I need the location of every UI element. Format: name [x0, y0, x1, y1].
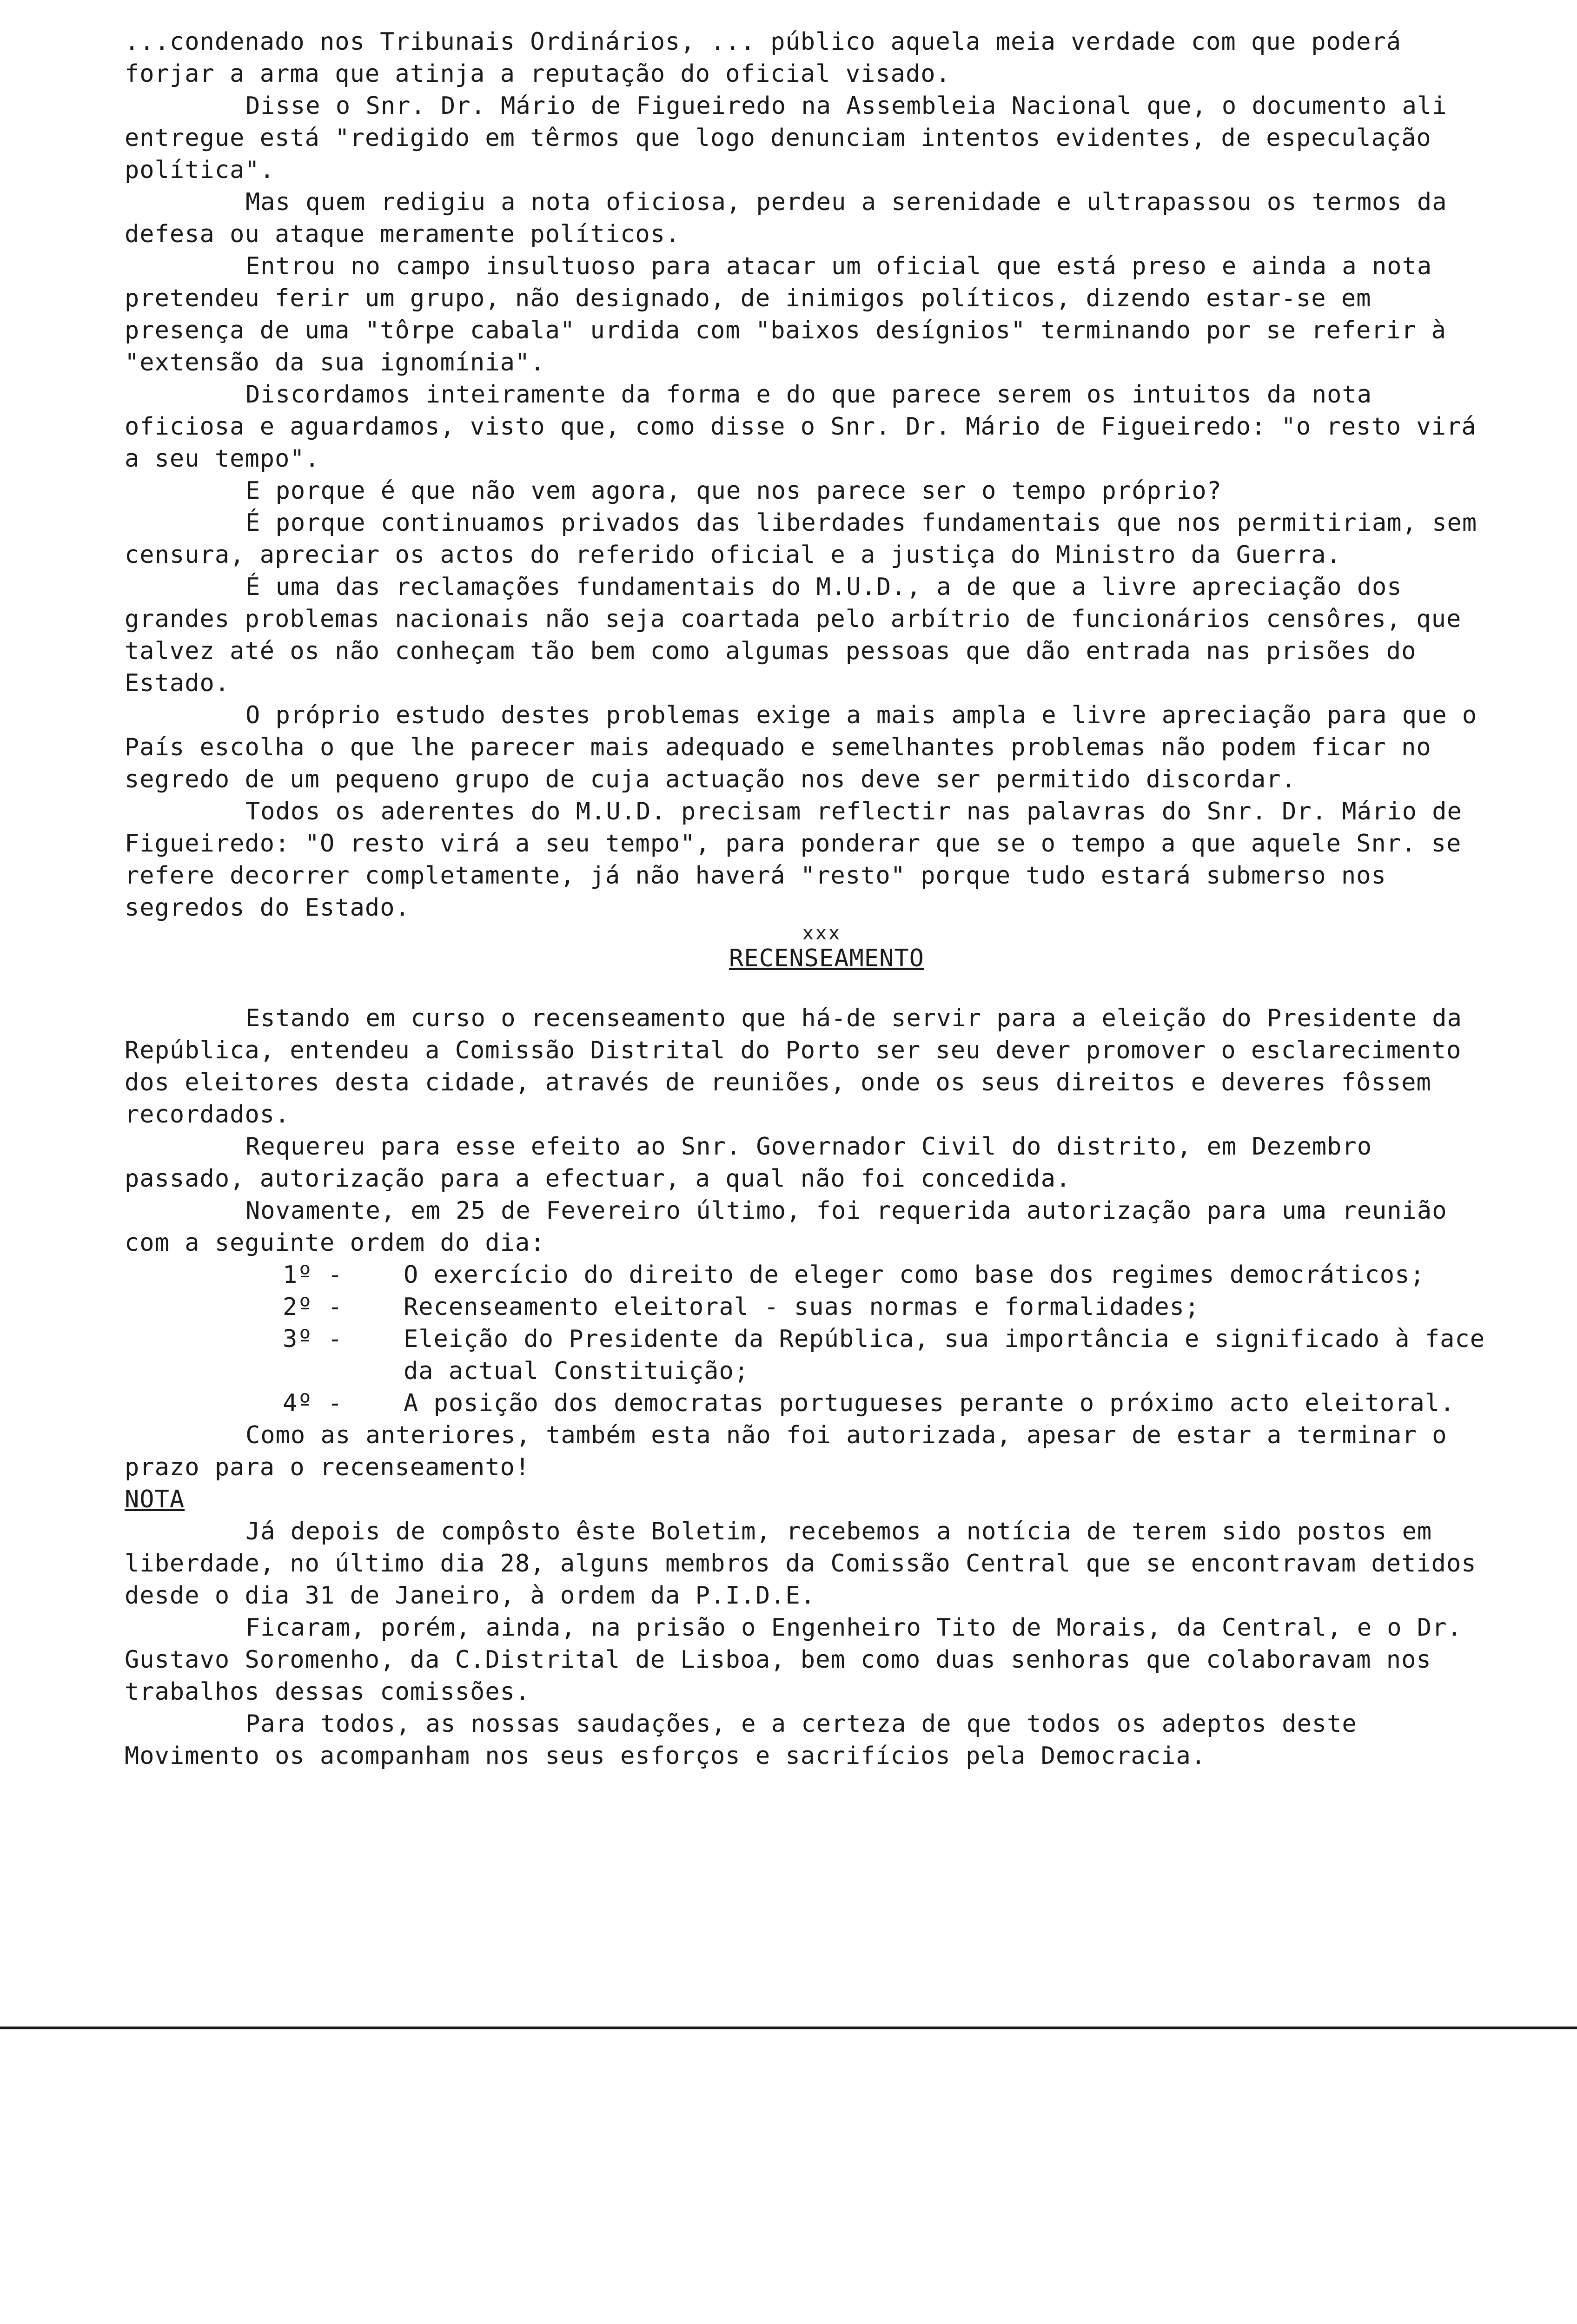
- paragraph-figueiredo-statement: Disse o Snr. Dr. Mário de Figueiredo na Assembleia Nacional que, o documento ali entregue está "redigido em têrmos que logo denunciam intentos evidentes, de especulação política".: [125, 92, 1447, 184]
- agenda-item-text: Recenseamento eleitoral - suas normas e formalidades;: [404, 1293, 1200, 1321]
- agenda-item-text: Eleição do Presidente da República, sua importância e significado à face da actual Constituição;: [404, 1325, 1485, 1385]
- agenda-item-number: 3º -: [283, 1325, 343, 1353]
- agenda-item-number: 2º -: [283, 1293, 343, 1321]
- agenda-list: [125, 1259, 1501, 1419]
- paragraph-question: E porque é que não vem agora, que nos parece ser o tempo próprio?: [245, 477, 1222, 505]
- recenseamento-heading: RECENSEAMENTO: [729, 944, 924, 972]
- agenda-item: [283, 1291, 1501, 1323]
- paragraph-nota-liberdade: Já depois de compôsto êste Boletim, recebemos a notícia de terem sido postos em liberdade, no último dia 28, alguns membros da Comissão Central que se encontravam detidos desde o dia 31 de Janeiro, à ordem da P.I.D.E.: [125, 1518, 1477, 1610]
- nota-label: NOTA: [125, 1486, 185, 1513]
- agenda-item-text: A posição dos democratas portugueses perante o próximo acto eleitoral.: [404, 1389, 1455, 1417]
- agenda-item-number: 1º -: [283, 1261, 343, 1289]
- paragraph-nota-prisao: Ficaram, porém, ainda, na prisão o Engenheiro Tito de Morais, da Central, e o Dr. Gustavo Soromenho, da C.Distrital de Lisboa, bem como duas senhoras que colaboravam nos trabalhos dessas comissões.: [125, 1614, 1462, 1706]
- paragraph-privados: É porque continuamos privados das liberdades fundamentais que nos permitiriam, sem censura, apreciar os actos do referido oficial e a justiça do Ministro da Guerra.: [125, 509, 1478, 569]
- bottom-rule-divider: [0, 2027, 1577, 2029]
- paragraph-requereu: Requereu para esse efeito ao Snr. Governador Civil do distrito, em Dezembro passado, autorização para a efectuar, a qual não foi concedida.: [125, 1133, 1372, 1193]
- paragraph-nota-saudacoes: Para todos, as nossas saudações, e a certeza de que todos os adeptos deste Movimento os acompanham nos seus esforços e sacrifícios pela Democracia.: [125, 1710, 1357, 1770]
- agenda-item-text: O exercício do direito de eleger como base dos regimes democráticos;: [404, 1261, 1425, 1289]
- paragraph-insultuoso: Entrou no campo insultuoso para atacar um oficial que está preso e ainda a nota pretendeu ferir um grupo, não designado, de inimigos políticos, dizendo estar-se em presença de uma "tôrpe cabala" urdida com "baixos desígnios" terminando por se referir à "extensão da sua ignomínia".: [125, 252, 1446, 376]
- agenda-item: [283, 1259, 1501, 1291]
- paragraph-discordamos: Discordamos inteiramente da forma e do que parece serem os intuitos da nota oficiosa e aguardamos, visto que, como disse o Snr. Dr. Mário de Figueiredo: "o resto virá a seu tempo".: [125, 381, 1477, 473]
- paragraph-estudo-problemas: O próprio estudo destes problemas exige a mais ampla e livre apreciação para que o País escolha o que lhe parecer mais adequado e semelhantes problemas não podem ficar no segredo de um pequeno grupo de cuja actuação nos deve ser permitido discordar.: [125, 701, 1478, 793]
- paragraph-recenseamento-intro: Estando em curso o recenseamento que há-de servir para a eleição do Presidente da República, entendeu a Comissão Distrital do Porto ser seu dever promover o esclarecimento dos eleitores desta cidade, através de reuniões, onde os seus direitos e deveres fôssem recordados.: [125, 1004, 1462, 1129]
- agenda-item-number: 4º -: [283, 1389, 343, 1417]
- agenda-item: [283, 1387, 1501, 1419]
- document-page: [125, 26, 1501, 1772]
- section-separator: xxx: [802, 923, 842, 944]
- paragraph-aderentes: Todos os aderentes do M.U.D. precisam reflectir nas palavras do Snr. Dr. Mário de Figueiredo: "O resto virá a seu tempo", para ponderar que se o tempo a que aquele Snr. se refere decorrer completamente, já não haverá "resto" porque tudo estará submerso nos segredos do Estado.: [125, 798, 1462, 922]
- paragraph-novamente: Novamente, em 25 de Fevereiro último, foi requerida autorização para uma reunião com a seguinte ordem do dia:: [125, 1197, 1447, 1257]
- paragraph-mud-reclamacoes: É uma das reclamações fundamentais do M.U.D., a de que a livre apreciação dos grandes problemas nacionais não seja coartada pelo arbítrio de funcionários censôres, que talvez até os não conheçam tão bem como algumas pessoas que dão entrada nas prisões do Estado.: [125, 573, 1462, 697]
- paragraph-recenseamento-closing: Como as anteriores, também esta não foi autorizada, apesar de estar a terminar o prazo para o recenseamento!: [125, 1421, 1447, 1481]
- paragraph-nota-oficiosa: Mas quem redigiu a nota oficiosa, perdeu a serenidade e ultrapassou os termos da defesa ou ataque meramente políticos.: [125, 188, 1447, 248]
- agenda-item: [283, 1323, 1501, 1387]
- paragraph-intro-continuation: ...condenado nos Tribunais Ordinários, ... público aquela meia verdade com que poderá forjar a arma que atinja a reputação do oficial visado.: [125, 28, 1402, 88]
